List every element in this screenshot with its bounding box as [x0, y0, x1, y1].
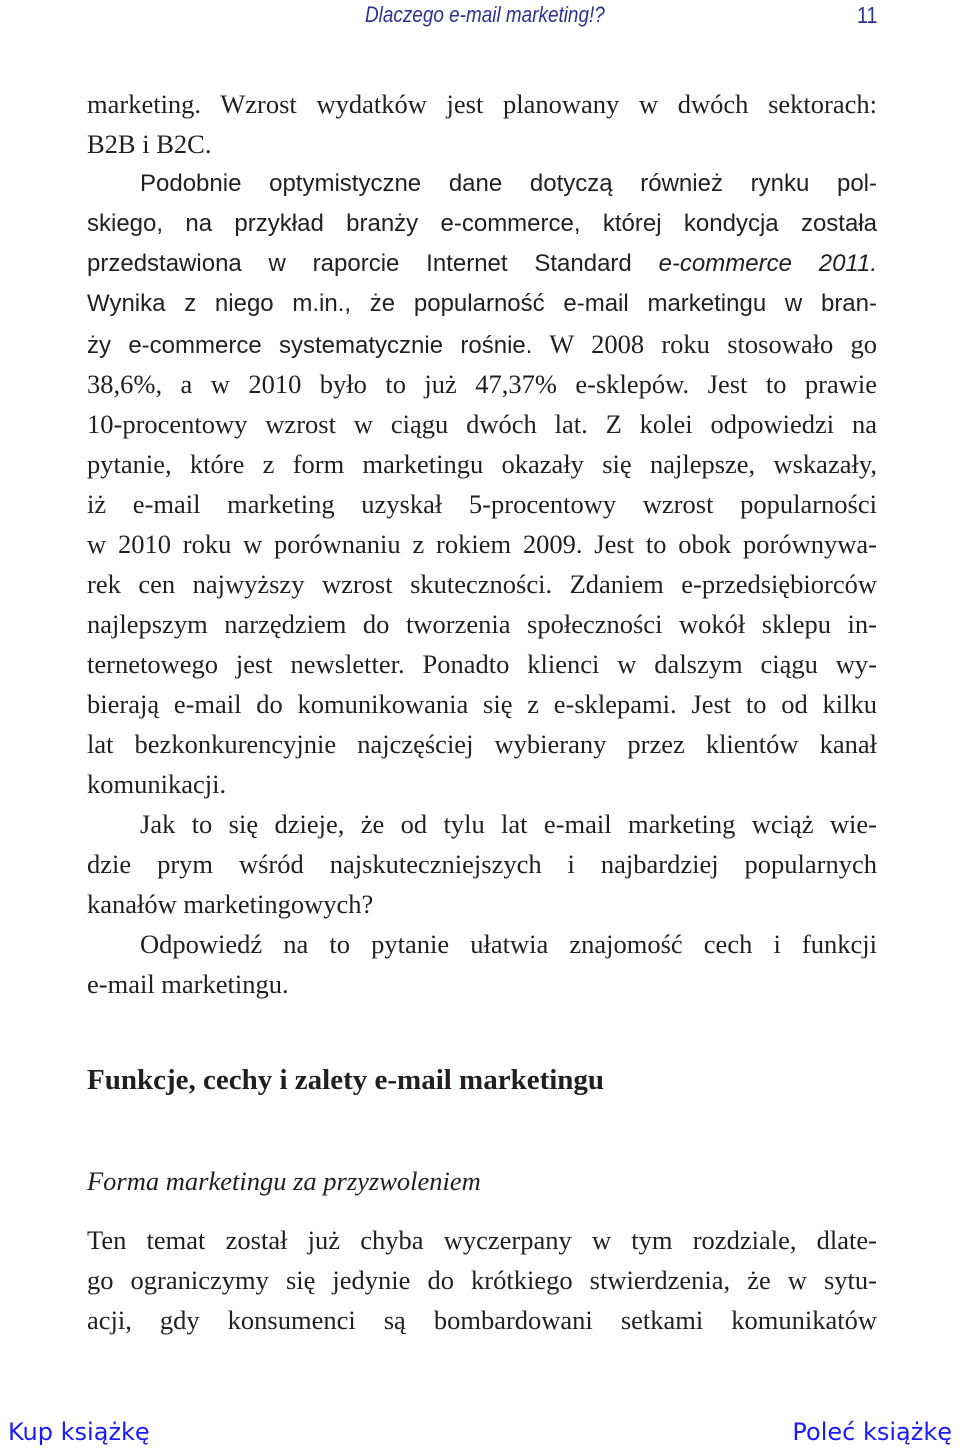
- text-line: bierają e-mail do komunikowania się z e-sklepami. Jest to od kilku: [87, 689, 877, 719]
- page-number: 11: [857, 2, 878, 28]
- text-segment: 10-procentowy wzrost w ciągu dwóch lat.: [87, 409, 588, 439]
- text-line: iż e-mail marketing uzyskał 5-procentowy wzrost popularności: [87, 489, 877, 519]
- section-heading: Funkcje, cechy i zalety e-mail marketingu: [87, 1064, 605, 1096]
- running-header: [0, 0, 960, 40]
- text-line: skiego, na przykład branży e-commerce, której kondycja została: [87, 210, 877, 237]
- text-line: Odpowiedź na to pytanie ułatwia znajomość cech i funkcji: [140, 929, 877, 959]
- body-text: [87, 84, 877, 1004]
- text-segment: ży e-commerce systematycznie rośnie.: [87, 332, 533, 359]
- text-line: ternetowego jest newsletter. Ponadto klienci w dalszym ciągu wy-: [87, 649, 877, 679]
- section-body-text: [87, 1220, 877, 1340]
- text-line: pytanie, które z form marketingu okazały się najlepsze, wskazały,: [87, 449, 877, 479]
- text-line: w 2010 roku w porównaniu z rokiem 2009. Jest to obok porównywa-: [87, 529, 877, 559]
- text-line: e-mail marketingu.: [87, 969, 289, 999]
- text-line: Podobnie optymistyczne dane dotyczą również rynku pol-: [140, 170, 877, 197]
- text-segment: Z kolei odpowiedzi na: [605, 409, 878, 439]
- text-segment: przedstawiona w raporcie Internet Standard: [87, 250, 632, 277]
- text-line: komunikacji.: [87, 769, 227, 799]
- text-line: lat bezkonkurencyjnie najczęściej wybierany przez klientów kanał: [87, 729, 877, 759]
- text-line: dzie prym wśród najskuteczniejszych i najbardziej popularnych: [87, 849, 877, 879]
- text-line: [87, 404, 877, 444]
- text-segment: W 2008 roku stosowało go: [549, 329, 877, 359]
- text-line: najlepszym narzędziem do tworzenia społeczności wokół sklepu in-: [87, 609, 877, 639]
- text-line: marketing. Wzrost wydatków jest planowany w dwóch sektorach:: [87, 89, 877, 119]
- text-segment: Wynika z niego m.in.: [87, 290, 345, 317]
- text-segment: 38,6%, a w 2010 było to już 47,37% e-sklepów.: [87, 369, 690, 399]
- text-line: [87, 244, 877, 284]
- text-line: [87, 364, 877, 404]
- text-line: [87, 324, 877, 364]
- running-header-title: Dlaczego e-mail marketing!?: [365, 2, 605, 27]
- text-line: Jak to się dzieje, że od tylu lat e-mail marketing wciąż wie-: [140, 809, 877, 839]
- text-segment: , że popularność e-mail marketingu w bran-: [344, 290, 877, 317]
- text-line: acji, gdy konsumenci są bombardowani setkami komunikatów: [87, 1305, 877, 1335]
- text-segment: Jest to prawie: [707, 369, 877, 399]
- buy-book-link[interactable]: Kup książkę: [8, 1418, 150, 1446]
- italic-title-segment: e-commerce 2011.: [658, 250, 877, 277]
- text-line: go ograniczymy się jedynie do krótkiego stwierdzenia, że w sytu-: [87, 1265, 877, 1295]
- recommend-book-link[interactable]: Poleć książkę: [792, 1418, 952, 1446]
- text-line: rek cen najwyższy wzrost skuteczności. Zdaniem e-przedsiębiorców: [87, 569, 877, 599]
- subsection-heading: Forma marketingu za przyzwoleniem: [87, 1166, 481, 1196]
- text-line: B2B i B2C.: [87, 129, 212, 159]
- text-line: Ten temat został już chyba wyczerpany w tym rozdziale, dlate-: [87, 1225, 877, 1255]
- text-line: [87, 284, 877, 324]
- text-line: kanałów marketingowych?: [87, 889, 374, 919]
